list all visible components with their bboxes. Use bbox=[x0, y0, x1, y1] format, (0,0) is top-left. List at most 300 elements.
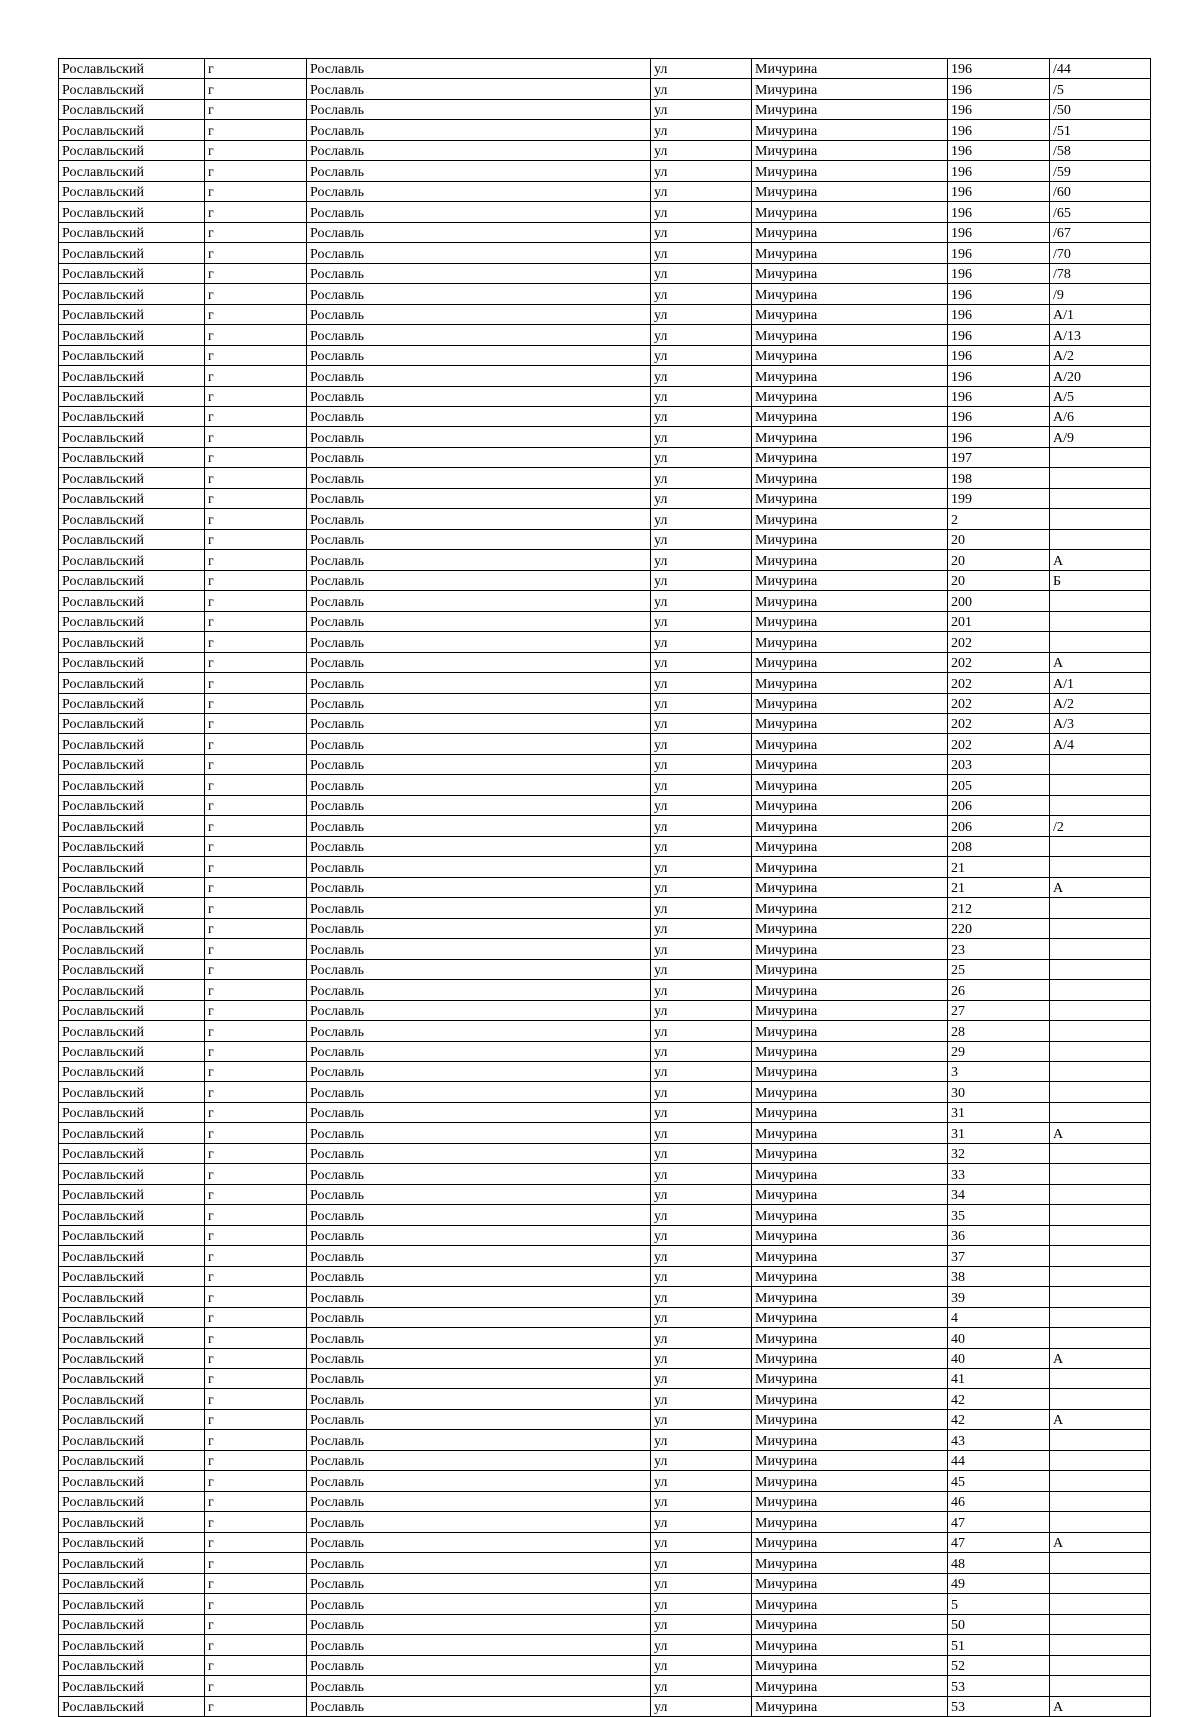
house-cell: 41 bbox=[948, 1369, 1050, 1389]
locality-type-cell: г bbox=[205, 1348, 307, 1368]
building-cell bbox=[1050, 1594, 1151, 1614]
district-cell: Рославльский bbox=[59, 222, 205, 242]
street-cell: Мичурина bbox=[752, 1430, 948, 1450]
house-cell: 196 bbox=[948, 366, 1050, 386]
street-cell: Мичурина bbox=[752, 1553, 948, 1573]
street-cell: Мичурина bbox=[752, 734, 948, 754]
locality-type-cell: г bbox=[205, 1205, 307, 1225]
district-cell: Рославльский bbox=[59, 99, 205, 119]
table-row bbox=[59, 59, 1151, 79]
locality-type-cell: г bbox=[205, 1532, 307, 1552]
house-cell: 202 bbox=[948, 714, 1050, 734]
street-cell: Мичурина bbox=[752, 1123, 948, 1143]
street-cell: Мичурина bbox=[752, 488, 948, 508]
house-cell: 5 bbox=[948, 1594, 1050, 1614]
house-cell: 46 bbox=[948, 1491, 1050, 1511]
street-type-cell: ул bbox=[651, 1409, 752, 1429]
locality-type-cell: г bbox=[205, 1246, 307, 1266]
district-cell: Рославльский bbox=[59, 1000, 205, 1020]
district-cell: Рославльский bbox=[59, 325, 205, 345]
street-cell: Мичурина bbox=[752, 939, 948, 959]
house-cell: 48 bbox=[948, 1553, 1050, 1573]
street-type-cell: ул bbox=[651, 795, 752, 815]
locality-type-cell: г bbox=[205, 959, 307, 979]
district-cell: Рославльский bbox=[59, 898, 205, 918]
locality-cell: Рославль bbox=[307, 1328, 651, 1348]
street-cell: Мичурина bbox=[752, 1696, 948, 1716]
building-cell: /59 bbox=[1050, 161, 1151, 181]
house-cell: 206 bbox=[948, 816, 1050, 836]
locality-type-cell: г bbox=[205, 509, 307, 529]
house-cell: 53 bbox=[948, 1676, 1050, 1696]
locality-type-cell: г bbox=[205, 939, 307, 959]
building-cell bbox=[1050, 1369, 1151, 1389]
district-cell: Рославльский bbox=[59, 406, 205, 426]
building-cell: Б bbox=[1050, 570, 1151, 590]
locality-type-cell: г bbox=[205, 366, 307, 386]
street-cell: Мичурина bbox=[752, 1369, 948, 1389]
building-cell: А/1 bbox=[1050, 673, 1151, 693]
locality-type-cell: г bbox=[205, 406, 307, 426]
district-cell: Рославльский bbox=[59, 1512, 205, 1532]
table-row bbox=[59, 1225, 1151, 1245]
street-cell: Мичурина bbox=[752, 836, 948, 856]
locality-cell: Рославль bbox=[307, 1246, 651, 1266]
building-cell bbox=[1050, 509, 1151, 529]
locality-type-cell: г bbox=[205, 243, 307, 263]
table-row bbox=[59, 877, 1151, 897]
building-cell bbox=[1050, 939, 1151, 959]
locality-cell: Рославль bbox=[307, 1594, 651, 1614]
street-cell: Мичурина bbox=[752, 1409, 948, 1429]
district-cell: Рославльский bbox=[59, 468, 205, 488]
locality-type-cell: г bbox=[205, 468, 307, 488]
district-cell: Рославльский bbox=[59, 1164, 205, 1184]
table-row bbox=[59, 632, 1151, 652]
building-cell bbox=[1050, 1676, 1151, 1696]
building-cell bbox=[1050, 1287, 1151, 1307]
locality-type-cell: г bbox=[205, 1594, 307, 1614]
street-type-cell: ул bbox=[651, 1266, 752, 1286]
house-cell: 30 bbox=[948, 1082, 1050, 1102]
street-cell: Мичурина bbox=[752, 959, 948, 979]
street-type-cell: ул bbox=[651, 140, 752, 160]
house-cell: 196 bbox=[948, 99, 1050, 119]
district-cell: Рославльский bbox=[59, 877, 205, 897]
table-row bbox=[59, 1389, 1151, 1409]
house-cell: 40 bbox=[948, 1348, 1050, 1368]
street-cell: Мичурина bbox=[752, 1082, 948, 1102]
district-cell: Рославльский bbox=[59, 1225, 205, 1245]
locality-type-cell: г bbox=[205, 1696, 307, 1716]
table-row bbox=[59, 1184, 1151, 1204]
locality-cell: Рославль bbox=[307, 263, 651, 283]
house-cell: 20 bbox=[948, 529, 1050, 549]
locality-cell: Рославль bbox=[307, 345, 651, 365]
street-cell: Мичурина bbox=[752, 1307, 948, 1327]
street-cell: Мичурина bbox=[752, 120, 948, 140]
table-row bbox=[59, 980, 1151, 1000]
street-cell: Мичурина bbox=[752, 386, 948, 406]
table-row bbox=[59, 1676, 1151, 1696]
district-cell: Рославльский bbox=[59, 775, 205, 795]
street-type-cell: ул bbox=[651, 754, 752, 774]
locality-type-cell: г bbox=[205, 1471, 307, 1491]
district-cell: Рославльский bbox=[59, 447, 205, 467]
locality-type-cell: г bbox=[205, 734, 307, 754]
street-cell: Мичурина bbox=[752, 1205, 948, 1225]
table-row bbox=[59, 386, 1151, 406]
house-cell: 196 bbox=[948, 120, 1050, 140]
table-row bbox=[59, 816, 1151, 836]
building-cell: А bbox=[1050, 1348, 1151, 1368]
locality-cell: Рославль bbox=[307, 1348, 651, 1368]
building-cell: А/2 bbox=[1050, 345, 1151, 365]
street-type-cell: ул bbox=[651, 1512, 752, 1532]
locality-cell: Рославль bbox=[307, 488, 651, 508]
district-cell: Рославльский bbox=[59, 1102, 205, 1122]
district-cell: Рославльский bbox=[59, 529, 205, 549]
street-cell: Мичурина bbox=[752, 222, 948, 242]
locality-cell: Рославль bbox=[307, 1143, 651, 1163]
building-cell: А/6 bbox=[1050, 406, 1151, 426]
street-type-cell: ул bbox=[651, 386, 752, 406]
building-cell bbox=[1050, 1328, 1151, 1348]
house-cell: 205 bbox=[948, 775, 1050, 795]
building-cell bbox=[1050, 591, 1151, 611]
house-cell: 202 bbox=[948, 632, 1050, 652]
locality-type-cell: г bbox=[205, 836, 307, 856]
table-row bbox=[59, 1205, 1151, 1225]
house-cell: 31 bbox=[948, 1102, 1050, 1122]
street-type-cell: ул bbox=[651, 775, 752, 795]
building-cell bbox=[1050, 611, 1151, 631]
house-cell: 196 bbox=[948, 222, 1050, 242]
building-cell bbox=[1050, 836, 1151, 856]
locality-type-cell: г bbox=[205, 857, 307, 877]
street-type-cell: ул bbox=[651, 693, 752, 713]
street-cell: Мичурина bbox=[752, 99, 948, 119]
street-cell: Мичурина bbox=[752, 1450, 948, 1470]
building-cell bbox=[1050, 1102, 1151, 1122]
street-cell: Мичурина bbox=[752, 427, 948, 447]
table-row bbox=[59, 509, 1151, 529]
street-cell: Мичурина bbox=[752, 529, 948, 549]
locality-type-cell: г bbox=[205, 1143, 307, 1163]
locality-type-cell: г bbox=[205, 611, 307, 631]
street-type-cell: ул bbox=[651, 1102, 752, 1122]
table-row bbox=[59, 1553, 1151, 1573]
table-row bbox=[59, 488, 1151, 508]
district-cell: Рославльский bbox=[59, 1246, 205, 1266]
building-cell bbox=[1050, 1491, 1151, 1511]
locality-type-cell: г bbox=[205, 1553, 307, 1573]
district-cell: Рославльский bbox=[59, 1594, 205, 1614]
district-cell: Рославльский bbox=[59, 386, 205, 406]
locality-cell: Рославль bbox=[307, 550, 651, 570]
building-cell bbox=[1050, 754, 1151, 774]
house-cell: 51 bbox=[948, 1635, 1050, 1655]
street-type-cell: ул bbox=[651, 816, 752, 836]
street-type-cell: ул bbox=[651, 1369, 752, 1389]
building-cell: /5 bbox=[1050, 79, 1151, 99]
locality-cell: Рославль bbox=[307, 1123, 651, 1143]
house-cell: 196 bbox=[948, 345, 1050, 365]
locality-cell: Рославль bbox=[307, 1614, 651, 1634]
street-type-cell: ул bbox=[651, 877, 752, 897]
locality-cell: Рославль bbox=[307, 1553, 651, 1573]
street-cell: Мичурина bbox=[752, 1000, 948, 1020]
street-type-cell: ул bbox=[651, 611, 752, 631]
locality-type-cell: г bbox=[205, 447, 307, 467]
house-cell: 34 bbox=[948, 1184, 1050, 1204]
building-cell bbox=[1050, 1164, 1151, 1184]
locality-cell: Рославль bbox=[307, 918, 651, 938]
house-cell: 45 bbox=[948, 1471, 1050, 1491]
locality-cell: Рославль bbox=[307, 959, 651, 979]
district-cell: Рославльский bbox=[59, 1123, 205, 1143]
street-type-cell: ул bbox=[651, 509, 752, 529]
house-cell: 196 bbox=[948, 243, 1050, 263]
house-cell: 49 bbox=[948, 1573, 1050, 1593]
building-cell: /65 bbox=[1050, 202, 1151, 222]
street-type-cell: ул bbox=[651, 325, 752, 345]
locality-cell: Рославль bbox=[307, 754, 651, 774]
building-cell bbox=[1050, 1082, 1151, 1102]
house-cell: 196 bbox=[948, 59, 1050, 79]
building-cell bbox=[1050, 775, 1151, 795]
district-cell: Рославльский bbox=[59, 120, 205, 140]
district-cell: Рославльский bbox=[59, 243, 205, 263]
building-cell bbox=[1050, 918, 1151, 938]
building-cell bbox=[1050, 529, 1151, 549]
street-cell: Мичурина bbox=[752, 202, 948, 222]
house-cell: 196 bbox=[948, 181, 1050, 201]
house-cell: 203 bbox=[948, 754, 1050, 774]
house-cell: 27 bbox=[948, 1000, 1050, 1020]
street-type-cell: ул bbox=[651, 79, 752, 99]
table-row bbox=[59, 939, 1151, 959]
table-row bbox=[59, 918, 1151, 938]
locality-type-cell: г bbox=[205, 795, 307, 815]
district-cell: Рославльский bbox=[59, 673, 205, 693]
street-type-cell: ул bbox=[651, 1246, 752, 1266]
house-cell: 47 bbox=[948, 1532, 1050, 1552]
district-cell: Рославльский bbox=[59, 1061, 205, 1081]
locality-cell: Рославль bbox=[307, 1369, 651, 1389]
locality-cell: Рославль bbox=[307, 284, 651, 304]
table-row bbox=[59, 202, 1151, 222]
district-cell: Рославльский bbox=[59, 836, 205, 856]
locality-type-cell: г bbox=[205, 1614, 307, 1634]
locality-cell: Рославль bbox=[307, 202, 651, 222]
building-cell bbox=[1050, 1184, 1151, 1204]
locality-type-cell: г bbox=[205, 304, 307, 324]
locality-cell: Рославль bbox=[307, 591, 651, 611]
building-cell: А/4 bbox=[1050, 734, 1151, 754]
district-cell: Рославльский bbox=[59, 1491, 205, 1511]
district-cell: Рославльский bbox=[59, 591, 205, 611]
street-cell: Мичурина bbox=[752, 1164, 948, 1184]
street-type-cell: ул bbox=[651, 898, 752, 918]
building-cell: /44 bbox=[1050, 59, 1151, 79]
street-type-cell: ул bbox=[651, 959, 752, 979]
table-row bbox=[59, 304, 1151, 324]
locality-cell: Рославль bbox=[307, 734, 651, 754]
street-cell: Мичурина bbox=[752, 304, 948, 324]
district-cell: Рославльский bbox=[59, 1389, 205, 1409]
locality-type-cell: г bbox=[205, 263, 307, 283]
house-cell: 196 bbox=[948, 263, 1050, 283]
locality-type-cell: г bbox=[205, 222, 307, 242]
street-type-cell: ул bbox=[651, 263, 752, 283]
street-type-cell: ул bbox=[651, 918, 752, 938]
street-cell: Мичурина bbox=[752, 1143, 948, 1163]
district-cell: Рославльский bbox=[59, 1614, 205, 1634]
table-row bbox=[59, 1143, 1151, 1163]
locality-cell: Рославль bbox=[307, 447, 651, 467]
locality-cell: Рославль bbox=[307, 611, 651, 631]
street-cell: Мичурина bbox=[752, 816, 948, 836]
table-row bbox=[59, 1532, 1151, 1552]
district-cell: Рославльский bbox=[59, 959, 205, 979]
building-cell bbox=[1050, 959, 1151, 979]
street-cell: Мичурина bbox=[752, 406, 948, 426]
building-cell bbox=[1050, 980, 1151, 1000]
district-cell: Рославльский bbox=[59, 1696, 205, 1716]
street-cell: Мичурина bbox=[752, 243, 948, 263]
house-cell: 196 bbox=[948, 79, 1050, 99]
street-type-cell: ул bbox=[651, 1000, 752, 1020]
locality-cell: Рославль bbox=[307, 1164, 651, 1184]
street-type-cell: ул bbox=[651, 1450, 752, 1470]
street-cell: Мичурина bbox=[752, 325, 948, 345]
locality-cell: Рославль bbox=[307, 1205, 651, 1225]
locality-cell: Рославль bbox=[307, 652, 651, 672]
locality-type-cell: г bbox=[205, 488, 307, 508]
table-row bbox=[59, 529, 1151, 549]
building-cell bbox=[1050, 1061, 1151, 1081]
table-row bbox=[59, 1471, 1151, 1491]
house-cell: 47 bbox=[948, 1512, 1050, 1532]
house-cell: 52 bbox=[948, 1655, 1050, 1675]
locality-type-cell: г bbox=[205, 202, 307, 222]
locality-cell: Рославль bbox=[307, 304, 651, 324]
locality-type-cell: г bbox=[205, 550, 307, 570]
street-type-cell: ул bbox=[651, 1225, 752, 1245]
building-cell bbox=[1050, 1512, 1151, 1532]
table-row bbox=[59, 959, 1151, 979]
table-row bbox=[59, 1061, 1151, 1081]
building-cell bbox=[1050, 1553, 1151, 1573]
locality-type-cell: г bbox=[205, 775, 307, 795]
district-cell: Рославльский bbox=[59, 263, 205, 283]
locality-cell: Рославль bbox=[307, 529, 651, 549]
district-cell: Рославльский bbox=[59, 1573, 205, 1593]
district-cell: Рославльский bbox=[59, 1266, 205, 1286]
table-row bbox=[59, 406, 1151, 426]
street-cell: Мичурина bbox=[752, 1348, 948, 1368]
table-row bbox=[59, 1369, 1151, 1389]
street-type-cell: ул bbox=[651, 222, 752, 242]
building-cell: А/2 bbox=[1050, 693, 1151, 713]
locality-cell: Рославль bbox=[307, 120, 651, 140]
locality-cell: Рославль bbox=[307, 898, 651, 918]
street-cell: Мичурина bbox=[752, 1328, 948, 1348]
house-cell: 50 bbox=[948, 1614, 1050, 1634]
house-cell: 202 bbox=[948, 693, 1050, 713]
house-cell: 35 bbox=[948, 1205, 1050, 1225]
table-row bbox=[59, 99, 1151, 119]
street-type-cell: ул bbox=[651, 1635, 752, 1655]
house-cell: 4 bbox=[948, 1307, 1050, 1327]
locality-type-cell: г bbox=[205, 120, 307, 140]
street-type-cell: ул bbox=[651, 1553, 752, 1573]
street-type-cell: ул bbox=[651, 1143, 752, 1163]
street-type-cell: ул bbox=[651, 1348, 752, 1368]
street-cell: Мичурина bbox=[752, 1246, 948, 1266]
locality-type-cell: г bbox=[205, 1184, 307, 1204]
building-cell bbox=[1050, 1143, 1151, 1163]
building-cell: А bbox=[1050, 1409, 1151, 1429]
street-type-cell: ул bbox=[651, 406, 752, 426]
building-cell: А bbox=[1050, 550, 1151, 570]
locality-cell: Рославль bbox=[307, 386, 651, 406]
street-cell: Мичурина bbox=[752, 1676, 948, 1696]
table-row bbox=[59, 120, 1151, 140]
table-row bbox=[59, 140, 1151, 160]
locality-cell: Рославль bbox=[307, 795, 651, 815]
street-type-cell: ул bbox=[651, 488, 752, 508]
district-cell: Рославльский bbox=[59, 734, 205, 754]
building-cell: А/9 bbox=[1050, 427, 1151, 447]
locality-type-cell: г bbox=[205, 1389, 307, 1409]
district-cell: Рославльский bbox=[59, 1635, 205, 1655]
building-cell bbox=[1050, 1041, 1151, 1061]
locality-type-cell: г bbox=[205, 345, 307, 365]
locality-cell: Рославль bbox=[307, 99, 651, 119]
table-row bbox=[59, 1512, 1151, 1532]
locality-type-cell: г bbox=[205, 918, 307, 938]
street-cell: Мичурина bbox=[752, 1471, 948, 1491]
building-cell bbox=[1050, 1450, 1151, 1470]
street-cell: Мичурина bbox=[752, 632, 948, 652]
locality-cell: Рославль bbox=[307, 243, 651, 263]
house-cell: 202 bbox=[948, 734, 1050, 754]
locality-cell: Рославль bbox=[307, 775, 651, 795]
locality-cell: Рославль bbox=[307, 836, 651, 856]
district-cell: Рославльский bbox=[59, 632, 205, 652]
table-row bbox=[59, 447, 1151, 467]
house-cell: 201 bbox=[948, 611, 1050, 631]
district-cell: Рославльский bbox=[59, 754, 205, 774]
street-type-cell: ул bbox=[651, 1061, 752, 1081]
street-type-cell: ул bbox=[651, 427, 752, 447]
table-row bbox=[59, 243, 1151, 263]
table-row bbox=[59, 1655, 1151, 1675]
street-cell: Мичурина bbox=[752, 1635, 948, 1655]
house-cell: 220 bbox=[948, 918, 1050, 938]
street-type-cell: ул bbox=[651, 181, 752, 201]
house-cell: 206 bbox=[948, 795, 1050, 815]
building-cell: А/5 bbox=[1050, 386, 1151, 406]
building-cell bbox=[1050, 447, 1151, 467]
street-cell: Мичурина bbox=[752, 1061, 948, 1081]
building-cell: А/13 bbox=[1050, 325, 1151, 345]
street-cell: Мичурина bbox=[752, 611, 948, 631]
locality-cell: Рославль bbox=[307, 366, 651, 386]
street-cell: Мичурина bbox=[752, 263, 948, 283]
